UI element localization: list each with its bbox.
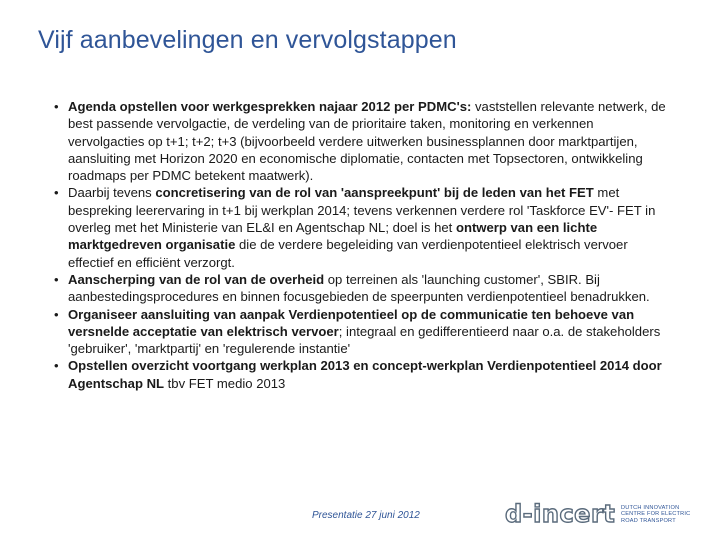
bullet-list (54, 98, 666, 392)
bullet-marker: • (54, 306, 59, 322)
dincert-logo (505, 500, 705, 530)
bullet-text: ; integraal en gedifferentieerd naar o.a. de stakeholders 'gebruiker', 'marktpartij' en 'regulerende instantie' (68, 323, 661, 357)
bullet-text: Daarbij tevens (68, 185, 156, 201)
bullet-item (54, 357, 666, 392)
bullet-text: die de verdere begeleiding van verdienpotentieel elektrisch vervoer effectief en efficiënt verzorgt. (68, 237, 628, 270)
bullet-text-bold: concretisering van de rol van 'aanspreekpunt' bij de leden van het FET (155, 185, 594, 201)
bullet-text: tbv FET medio 2013 (164, 375, 286, 391)
bullet-text: vaststellen relevante netwerk, de best passende vervolgactie, de verdeling van de prioritaire taken, monitoring en verkennen vervolgacties op t+1; t+2; t+3 (bijvoorbeeld verdere uitwerken businessplannen door marktpartijen, aansluiting met Horizon 2020 en economische diplomatie, contacten met Topsectoren, ontwikkeling roadmaps per PDMC betekent maatwerk). (68, 99, 666, 184)
presentation-date: Presentatie 27 juni 2012 (312, 510, 420, 521)
bullet-text: op terreinen als 'launching customer', SBIR. Bij aanbestedingsprocedures en binnen focusgebieden de speerpunten verdienpotentieel benadrukken. (68, 271, 650, 305)
bullet-item (54, 98, 666, 184)
bullet-text-bold: Opstellen overzicht voortgang werkplan 2013 en concept-werkplan Verdienpotentieel 2014 door Agentschap NL (68, 358, 662, 391)
bullet-item (54, 271, 666, 306)
bullet-text-bold: Agenda opstellen voor werkgesprekken najaar 2012 per PDMC's: (68, 99, 472, 114)
bullet-text-bold: ontwerp van een lichte marktgedreven organisatie (68, 220, 598, 253)
slide-title: Vijf aanbevelingen en vervolgstappen (38, 26, 457, 54)
bullet-marker: • (54, 271, 59, 287)
logo-wordmark: d-incert (505, 500, 616, 528)
bullet-item (54, 306, 666, 358)
bullet-text-bold: Aanscherping van de rol van de overheid (68, 271, 325, 287)
bullet-marker: • (54, 99, 59, 114)
bullet-item (54, 184, 666, 270)
bullet-marker: • (54, 185, 59, 201)
bullet-text-bold: Organiseer aansluiting van aanpak Verdienpotentieel op de communicatie ten behoeve van versnelde acceptatie van elektrisch vervoer (68, 306, 635, 339)
bullet-text: met bespreking leerervaring in t+1 bij werkplan 2014; tevens verkennen verdere rol 'Taskforce EV'- FET in overleg met het Ministerie van EL&I en Agentschap NL; doel is het (68, 185, 656, 236)
logo-tagline: DUTCH INNOVATION CENTRE FOR ELECTRIC ROAD TRANSPORT (621, 505, 691, 524)
bullet-marker: • (54, 358, 59, 374)
